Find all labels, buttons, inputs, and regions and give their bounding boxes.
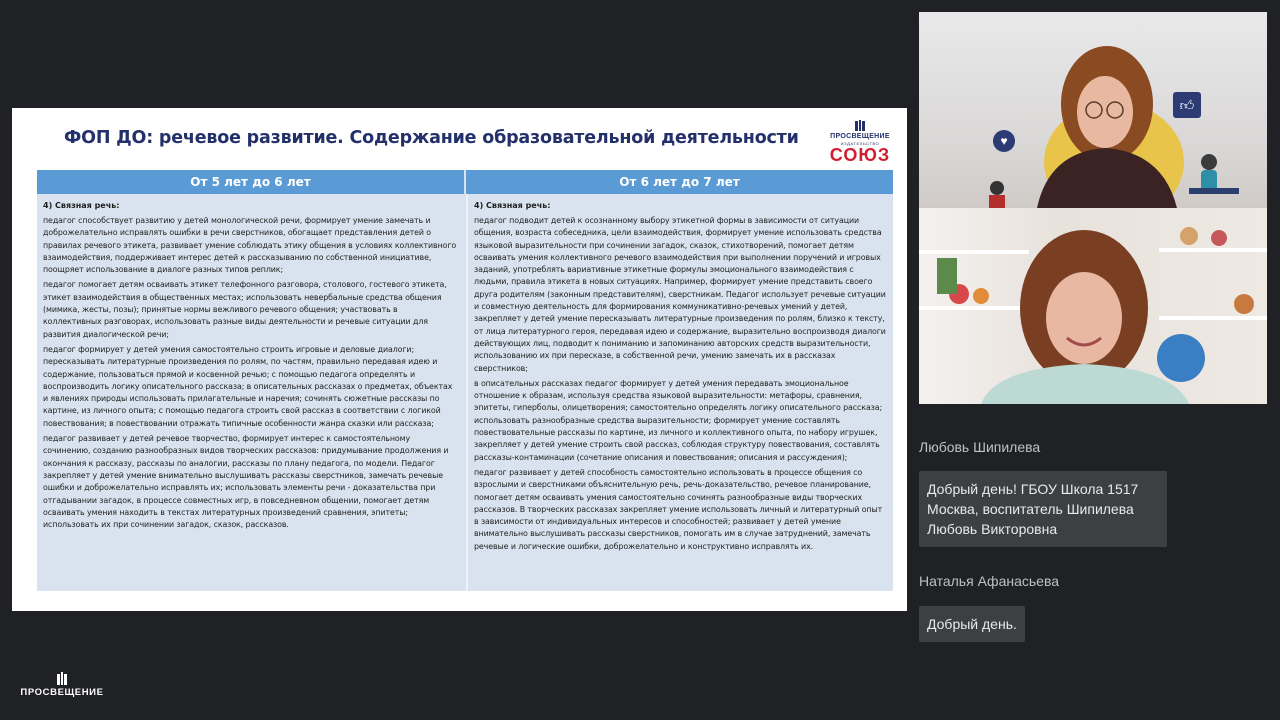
paragraph: в описательных рассказах педагог формирует у детей умения передавать эмоциональное отношение к образам, используя средства языковой выразительности: метафоры, сравнения, эпитеты, гиперболы, олицетворения; самостоятельно определять логику описательного рассказа; использовать разнообразные средства выразительности; формирует умение составлять повествовательные рассказы по картине, из личного и коллективного опыта, по набору игрушек, закрепляет у детей умение строить свой рассказ, соблюдая структуру повествования, составлять рассказы-контаминации (сочетание описания и повествования; описания и рассуждения); <box>474 378 883 462</box>
column-subheading: 4) Связная речь: <box>43 201 120 210</box>
column-body-left <box>37 194 464 591</box>
logo-line-2: ИЗДАТЕЛЬСТВО <box>840 141 880 146</box>
presentation-slide <box>12 108 907 611</box>
publisher-logo <box>823 120 897 170</box>
emblem-icon <box>853 120 867 132</box>
participant-video-tile[interactable] <box>919 208 1267 404</box>
video-feed <box>919 12 1267 208</box>
column-header-right: От 6 лет до 7 лет <box>466 170 893 194</box>
column-body-right <box>466 194 893 591</box>
column-header-left: От 5 лет до 6 лет <box>37 170 464 194</box>
chat-message: Добрый день! ГБОУ Школа 1517 Москва, воспитатель Шипилева Любовь Викторовна <box>919 471 1167 547</box>
logo-line-1: ПРОСВЕЩЕНИЕ <box>830 133 890 140</box>
brand-logo <box>16 672 108 704</box>
chat-message: Добрый день. <box>919 606 1025 642</box>
logo-line-3: СОЮЗ <box>829 145 891 165</box>
paragraph: педагог развивает у детей речевое творчество, формирует интерес к самостоятельному сочинению, созданию разнообразных видов творческих рассказов: придумывание продолжения и окончания к рассказу, рассказы по аналогии, рассказы по плану педагога, по модели. Педагог закрепляет у детей умение внимательно выслушивать рассказы сверстников, замечать речевые ошибки и доброжелательно исправлять их; использовать элементы речи - доказательства при отгадывании загадок, в процессе совместных игр, в повседневном общении, помогает детям осваивать умения находить в текстах литературных произведений сравнения, эпитеты; использовать их при сочинении загадок, сказок, рассказов. <box>43 434 449 530</box>
paragraph: педагог развивает у детей способность самостоятельно использовать в процессе общения со взрослыми и сверстниками объяснительную речь, речь-доказательство, речевое планирование, помогает детям осваивать умения самостоятельно сочинять разнообразные виды творческих рассказов. В творческих рассказах закрепляет умение использовать личный и литературный опыт в зависимости от индивидуальных интересов и способностей; развивает у детей умение внимательно выслушивать рассказы сверстников, помогать им в случае затруднений, замечать речевые и логические ошибки, доброжелательно и конструктивно исправлять их. <box>474 467 883 551</box>
paragraph: педагог подводит детей к осознанному выбору этикетной формы в зависимости от ситуации общения, возраста собеседника, цели взаимодействия, формирует умение использовать средства языковой выразительности при сочинении загадок, сказок, стихотворений, помогает детям осваивать умения коллективного речевого взаимодействия при выполнении поручений и игровых заданий, употреблять вариативные этикетные формулы эмоционального взаимодействия с людьми, правила этикета в новых ситуациях. Например, формирует умение представить своего друга родителям (законным представителям), сверстникам. Педагог использует речевые ситуации и совместную деятельность для формирования коммуникативно-речевых умений у детей, закрепляет у детей умение пересказывать литературные произведения по ролям, близко к тексту, от лица литературного героя, передавая идею и содержание, выразительно воспроизводя диалоги действующих лиц, подводит к пониманию и запоминанию авторских средств выразительности, использованию их при пересказе, в собственной речи, умению замечать их в рассказах сверстников; <box>474 216 886 373</box>
column-subheading: 4) Связная речь: <box>474 201 551 210</box>
chat-author: Наталья Афанасьева <box>919 573 1060 589</box>
paragraph: педагог формирует у детей умения самостоятельно строить игровые и деловые диалоги; пересказывать литературные произведения по ролям, по частям, правильно передавая идею и содержание, пользоваться прямой и косвенной речью; с помощью педагога определять и воспроизводить логику описательного рассказа; в описательных рассказах о предметах, объектах и явлениях природы использовать прилагательные и наречия; сочинять сюжетные рассказы по картине, из личного опыта; с помощью педагога строить свой рассказ в соответствии с логикой повествования; в повествовании отражать типичные особенности жанра сказки или рассказа; <box>43 344 453 428</box>
emblem-icon <box>55 672 69 686</box>
chat-author: Любовь Шипилева <box>919 439 1041 455</box>
video-feed <box>919 208 1267 404</box>
participant-video-tile[interactable] <box>919 12 1267 208</box>
content-table <box>37 170 893 591</box>
paragraph: педагог помогает детям осваивать этикет телефонного разговора, столового, гостевого этикета, этикет взаимодействия в общественных местах; использовать невербальные средства общения (мимика, жесты, позы); принятые нормы вежливого речевого общения; участвовать в коллективных разговорах, использовать разные виды деятельности и речевые ситуации для развития диалогической речи; <box>43 280 447 339</box>
slide-title: ФОП ДО: речевое развитие. Содержание образовательной деятельности <box>64 128 799 148</box>
like-icon[interactable]: 👍︎ <box>1173 92 1201 118</box>
brand-text: ПРОСВЕЩЕНИЕ <box>20 687 104 698</box>
paragraph: педагог способствует развитию у детей монологической речи, формирует умение замечать и доброжелательно исправлять ошибки в речи сверстников, обогащает представления детей о правилах речевого этикета, развивает умение соблюдать этику общения в условиях коллективного взаимодействия, поддерживает интерес детей к рассказыванию по собственной инициативе, поощряет использование в диалоге разных типов реплик; <box>43 216 457 275</box>
heart-icon[interactable]: ♥ <box>993 130 1015 152</box>
